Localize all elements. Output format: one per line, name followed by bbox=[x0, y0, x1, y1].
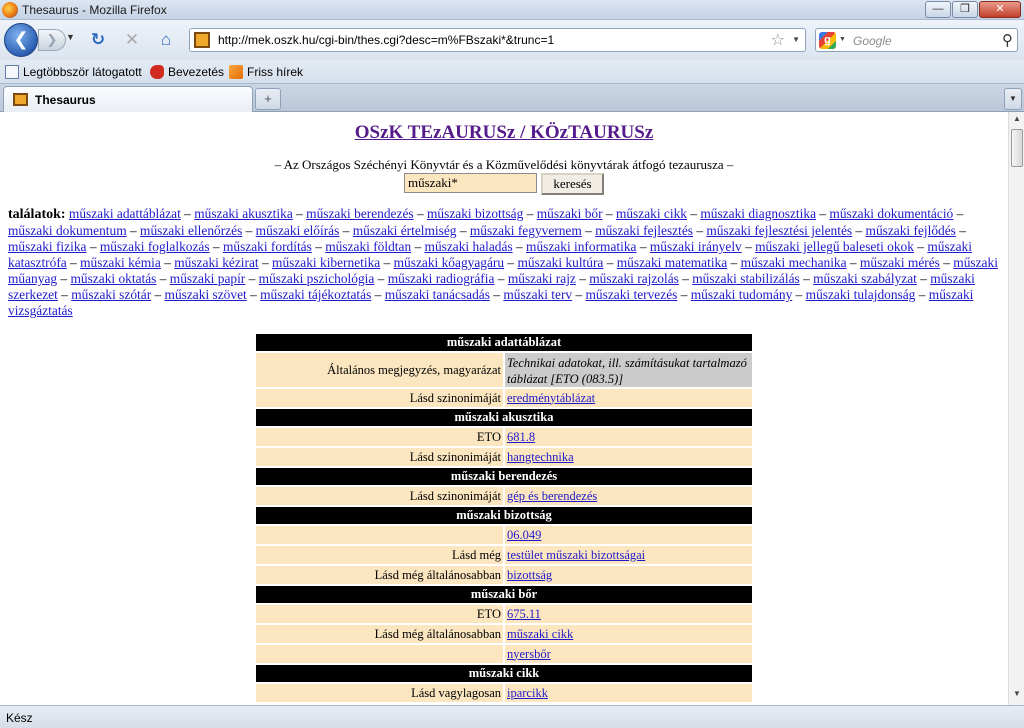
result-link[interactable]: műszaki tájékoztatás bbox=[260, 287, 372, 302]
vertical-scrollbar[interactable] bbox=[1008, 112, 1024, 705]
search-placeholder[interactable]: Google bbox=[853, 34, 892, 48]
status-bar bbox=[0, 705, 1024, 728]
result-link[interactable]: műszaki szerkezet bbox=[8, 271, 975, 302]
entry-value-link[interactable]: eredménytáblázat bbox=[507, 390, 596, 405]
result-link[interactable]: műszaki szabályzat bbox=[813, 271, 917, 286]
entry-key: Lásd szinonimáját bbox=[256, 448, 505, 468]
entry-value bbox=[505, 487, 752, 507]
entry-header-text: műszaki akusztika bbox=[256, 409, 752, 428]
entry-value bbox=[505, 546, 752, 566]
entry-value bbox=[505, 645, 752, 665]
result-link[interactable]: műszaki értelmiség bbox=[352, 223, 457, 238]
entry-row bbox=[256, 389, 752, 409]
site-favicon-icon bbox=[194, 32, 210, 48]
tab-list-dropdown-icon[interactable]: ▼ bbox=[1004, 88, 1022, 110]
result-link[interactable]: műszaki papír bbox=[169, 271, 246, 286]
entry-key: Lásd még általánosabban bbox=[256, 566, 505, 586]
entry-key bbox=[256, 526, 505, 546]
navigation-toolbar bbox=[0, 20, 1024, 60]
result-link[interactable]: műszaki kibernetika bbox=[272, 255, 381, 270]
entry-header bbox=[256, 334, 752, 353]
result-link[interactable]: műszaki kémia bbox=[80, 255, 161, 270]
address-bar[interactable] bbox=[189, 28, 806, 52]
result-link[interactable]: műszaki matematika bbox=[616, 255, 728, 270]
bookmark-star-icon[interactable]: ☆ bbox=[770, 32, 785, 49]
engine-dropdown-icon[interactable]: ▼ bbox=[839, 36, 846, 43]
result-link[interactable]: műszaki fizika bbox=[8, 239, 87, 254]
entry-value-link[interactable]: 06.049 bbox=[507, 527, 542, 542]
result-link[interactable]: műszaki tudomány bbox=[690, 287, 793, 302]
entry-value-link[interactable]: műszaki cikk bbox=[507, 626, 574, 641]
entry-value bbox=[505, 428, 752, 448]
result-link[interactable]: műszaki kultúra bbox=[517, 255, 604, 270]
entry-key: ETO bbox=[256, 428, 505, 448]
result-link[interactable]: műszaki bizottság bbox=[427, 206, 524, 221]
entry-header bbox=[256, 586, 752, 605]
entry-value-link[interactable]: hangtechnika bbox=[507, 449, 574, 464]
entry-header bbox=[256, 409, 752, 428]
result-link[interactable]: műszaki tulajdonság bbox=[805, 287, 916, 302]
entry-value-link[interactable]: 681.8 bbox=[507, 429, 536, 444]
tab-label: Thesaurus bbox=[35, 93, 96, 107]
entry-row bbox=[256, 566, 752, 586]
entry-value bbox=[505, 566, 752, 586]
entry-value bbox=[505, 389, 752, 409]
result-link[interactable]: műszaki műanyag bbox=[8, 255, 998, 286]
result-link[interactable]: műszaki stabilizálás bbox=[692, 271, 800, 286]
entry-value bbox=[505, 605, 752, 625]
restore-button[interactable]: ❐ bbox=[952, 1, 978, 18]
entry-row bbox=[256, 625, 752, 645]
entry-value-link[interactable]: gép és berendezés bbox=[507, 488, 598, 503]
entry-header-text: műszaki cikk bbox=[256, 665, 752, 684]
entry-value-link[interactable]: testület műszaki bizottságai bbox=[507, 547, 646, 562]
scrollbar-thumb[interactable] bbox=[1011, 129, 1023, 167]
bookmark-latest-headlines[interactable] bbox=[229, 64, 303, 80]
entry-value bbox=[505, 625, 752, 645]
address-dropdown-icon[interactable]: ▼ bbox=[792, 35, 800, 44]
entry-key: Lásd szinonimáját bbox=[256, 389, 505, 409]
tab-favicon-icon bbox=[13, 93, 28, 106]
result-link[interactable]: műszaki tervezés bbox=[585, 287, 678, 302]
result-link[interactable]: műszaki jellegű baleseti okok bbox=[755, 239, 914, 254]
rss-icon bbox=[229, 65, 243, 79]
result-link[interactable]: műszaki dokumentáció bbox=[829, 206, 954, 221]
status-text: Kész bbox=[6, 711, 33, 725]
result-link[interactable]: műszaki fordítás bbox=[222, 239, 312, 254]
result-link[interactable]: műszaki fejlesztés bbox=[595, 223, 693, 238]
result-link[interactable]: műszaki oktatás bbox=[70, 271, 157, 286]
result-link[interactable]: műszaki cikk bbox=[615, 206, 687, 221]
history-dropdown-icon[interactable]: ▼ bbox=[66, 32, 75, 42]
result-link[interactable]: műszaki rajzolás bbox=[589, 271, 679, 286]
result-link[interactable]: műszaki előírás bbox=[255, 223, 340, 238]
page-content bbox=[0, 112, 1008, 705]
forward-button[interactable]: ❯ bbox=[38, 29, 66, 51]
window-controls bbox=[925, 1, 1021, 18]
search-button[interactable]: keresés bbox=[541, 173, 604, 195]
entry-row bbox=[256, 448, 752, 468]
back-button[interactable]: ❮ bbox=[4, 23, 38, 57]
tab-thesaurus[interactable] bbox=[3, 86, 253, 112]
entry-value bbox=[505, 526, 752, 546]
window-titlebar bbox=[0, 0, 1024, 20]
entry-key: Lásd még általánosabban bbox=[256, 625, 505, 645]
scroll-up-icon[interactable]: ▲ bbox=[1013, 114, 1021, 123]
entry-row bbox=[256, 353, 752, 389]
search-bar[interactable] bbox=[815, 28, 1018, 52]
entry-value-link[interactable]: iparcikk bbox=[507, 685, 548, 700]
bookmark-label: Legtöbbször látogatott bbox=[23, 65, 142, 79]
result-link[interactable]: műszaki haladás bbox=[424, 239, 513, 254]
result-link[interactable]: műszaki radiográfia bbox=[387, 271, 495, 286]
entry-row bbox=[256, 645, 752, 665]
result-link[interactable]: műszaki fejlődés bbox=[865, 223, 956, 238]
firefox-icon bbox=[2, 2, 18, 18]
reload-icon[interactable]: ↻ bbox=[90, 30, 106, 49]
ladybug-icon bbox=[150, 65, 164, 79]
entry-key: Általános megjegyzés, magyarázat bbox=[256, 353, 505, 389]
entry-value-link[interactable]: 675.11 bbox=[507, 606, 541, 621]
entry-key: Lásd szinonimáját bbox=[256, 487, 505, 507]
entry-header bbox=[256, 665, 752, 684]
window-title: Thesaurus - Mozilla Firefox bbox=[22, 3, 167, 17]
entry-value-link[interactable]: nyersbőr bbox=[507, 646, 551, 661]
entry-key: Lásd még bbox=[256, 546, 505, 566]
result-link[interactable]: műszaki ellenőrzés bbox=[140, 223, 243, 238]
address-url[interactable]: http://mek.oszk.hu/cgi-bin/thes.cgi?desc=m%FBszaki*&trunc=1 bbox=[218, 33, 555, 47]
minimize-button[interactable]: — bbox=[925, 1, 951, 18]
result-link[interactable]: műszaki mechanika bbox=[740, 255, 847, 270]
entry-key bbox=[256, 645, 505, 665]
entry-row bbox=[256, 428, 752, 448]
entry-header-text: műszaki bizottság bbox=[256, 507, 752, 526]
search-magnifier-icon[interactable]: ⚲ bbox=[1002, 32, 1013, 49]
stop-icon[interactable]: ✕ bbox=[124, 30, 140, 49]
bookmark-getting-started[interactable] bbox=[150, 64, 224, 80]
thesaurus-search-input[interactable] bbox=[404, 173, 537, 193]
entry-row bbox=[256, 684, 752, 704]
result-link[interactable]: műszaki pszichológia bbox=[258, 271, 375, 286]
page-title bbox=[0, 122, 1008, 144]
result-link[interactable]: műszaki szövet bbox=[164, 287, 247, 302]
new-tab-button[interactable]: + bbox=[255, 88, 281, 110]
google-engine-icon[interactable]: g bbox=[819, 32, 836, 49]
result-link[interactable]: műszaki berendezés bbox=[306, 206, 414, 221]
entry-value-link[interactable]: bizottság bbox=[507, 567, 553, 582]
page-title-link[interactable]: OSzK TEzAURUSz / KÖzTAURUSz bbox=[354, 122, 654, 143]
entry-row bbox=[256, 526, 752, 546]
result-link[interactable]: műszaki szótár bbox=[71, 287, 152, 302]
entry-row bbox=[256, 605, 752, 625]
result-link[interactable]: műszaki irányelv bbox=[649, 239, 742, 254]
entry-key: ETO bbox=[256, 605, 505, 625]
results-label: találatok: bbox=[8, 207, 66, 222]
entry-value bbox=[505, 448, 752, 468]
close-button[interactable]: ✕ bbox=[979, 1, 1021, 18]
bookmarks-toolbar bbox=[0, 60, 1024, 84]
result-link[interactable]: műszaki bőr bbox=[536, 206, 603, 221]
result-link[interactable]: műszaki tanácsadás bbox=[384, 287, 490, 302]
bookmark-label: Bevezetés bbox=[168, 65, 225, 79]
result-link[interactable]: műszaki akusztika bbox=[194, 206, 293, 221]
result-link[interactable]: műszaki dokumentum bbox=[8, 223, 127, 238]
result-link[interactable]: műszaki foglalkozás bbox=[99, 239, 210, 254]
folder-icon bbox=[5, 65, 19, 79]
entry-key: Lásd vagylagosan bbox=[256, 684, 505, 704]
result-link[interactable]: műszaki vizsgáztatás bbox=[8, 287, 974, 318]
entry-header-text: műszaki adattáblázat bbox=[256, 334, 752, 353]
bookmark-most-visited[interactable] bbox=[5, 64, 142, 80]
entries-table bbox=[256, 334, 752, 704]
page-subtitle: – Az Országos Széchényi Könyvtár és a Közművelődési könyvtárak átfogó tezaurusza – bbox=[274, 157, 734, 172]
result-link[interactable]: műszaki mérés bbox=[859, 255, 940, 270]
entry-note: Technikai adatokat, ill. számításukat tartalmazó táblázat [ETO (083.5)] bbox=[505, 353, 752, 389]
result-link[interactable]: műszaki adattáblázat bbox=[68, 206, 181, 221]
entry-value bbox=[505, 684, 752, 704]
result-link[interactable]: műszaki kézirat bbox=[174, 255, 259, 270]
result-link[interactable]: műszaki rajz bbox=[507, 271, 576, 286]
home-icon[interactable]: ⌂ bbox=[160, 30, 172, 49]
entry-header bbox=[256, 468, 752, 487]
result-link[interactable]: műszaki diagnosztika bbox=[700, 206, 817, 221]
entry-header-text: műszaki berendezés bbox=[256, 468, 752, 487]
entry-row bbox=[256, 487, 752, 507]
result-link[interactable]: műszaki katasztrófa bbox=[8, 239, 972, 270]
result-link[interactable]: műszaki kőagyagáru bbox=[393, 255, 505, 270]
result-link[interactable]: műszaki terv bbox=[503, 287, 573, 302]
result-link[interactable]: műszaki fejlesztési jelentés bbox=[706, 223, 853, 238]
tab-strip bbox=[0, 84, 1024, 112]
entry-row bbox=[256, 546, 752, 566]
results-list: találatok: műszaki adattáblázat – műszaki akusztika – műszaki berendezés – műszaki bizottság – műszaki bőr – műszaki cikk – műszaki diagnosztika – műszaki dokumentáció – műszaki dokumentum – műszaki ellenőrzés – műszaki előírás – műszaki értelmiség – műszaki fegyvernem – műszaki fejlesztés – műszaki fejlesztési jelentés – műszaki fejlődés – műszaki fizika – műszaki foglalkozás – műszaki fordítás – műszaki földtan – műszaki haladás – műszaki informatika – műszaki irányelv – műszaki jellegű baleseti okok – műszaki katasztrófa – műszaki kémia – műszaki kézirat – műszaki kibernetika – műszaki kőagyagáru – műszaki kultúra – műszaki matematika – műszaki mechanika – műszaki mérés – műszaki műanyag – műszaki oktatás – műszaki papír – műszaki pszichológia – műszaki radiográfia – műszaki rajz – műszaki rajzolás – műszaki stabilizálás – műszaki szabályzat – műszaki szerkezet – műszaki szótár – műszaki szövet – műszaki tájékoztatás – műszaki tanácsadás – műszaki terv – műszaki tervezés – műszaki tudomány – műszaki tulajdonság – műszaki vizsgáztatás bbox=[8, 206, 998, 318]
result-link[interactable]: műszaki informatika bbox=[526, 239, 637, 254]
entry-header bbox=[256, 507, 752, 526]
entry-header-text: műszaki bőr bbox=[256, 586, 752, 605]
bookmark-label: Friss hírek bbox=[247, 65, 304, 79]
scroll-down-icon[interactable]: ▼ bbox=[1013, 689, 1021, 698]
result-link[interactable]: műszaki földtan bbox=[325, 239, 412, 254]
result-link[interactable]: műszaki fegyvernem bbox=[469, 223, 582, 238]
